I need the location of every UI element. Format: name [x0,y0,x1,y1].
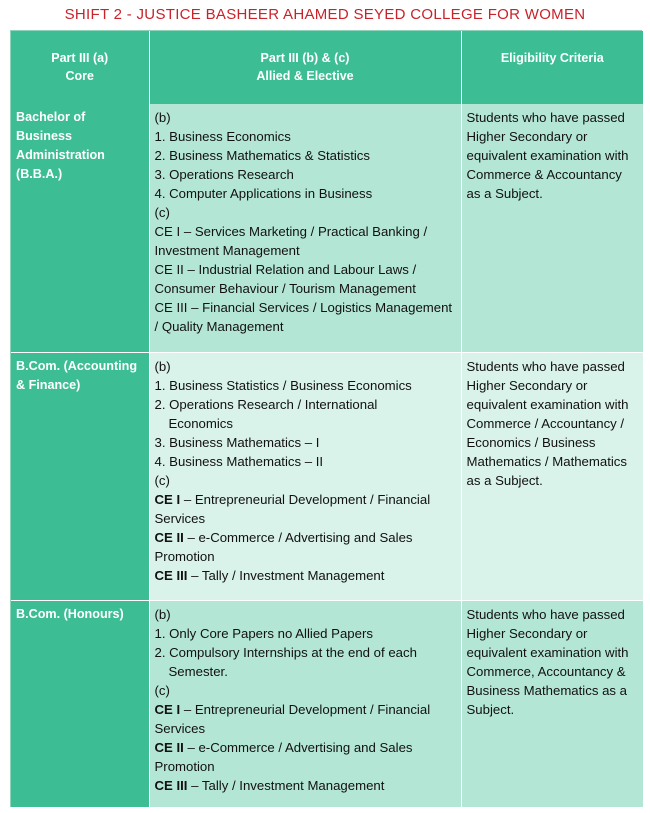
elective-item: CE I – Entrepreneurial Development / Financial Services [154,701,431,736]
eligibility-criteria: Students who have passed Higher Secondary or equivalent examination with Commerce, Accountancy & Business Mathematics as a Subject. [461,600,643,807]
core-course-name: Bachelor of Business Administration (B.B.A.) [11,104,149,352]
elective-label: (c) [154,205,170,220]
eligibility-criteria: Students who have passed Higher Secondary or equivalent examination with Commerce & Accountancy as a Subject. [461,104,643,352]
allied-label: (b) [154,110,171,125]
elective-item: CE I – Services Marketing / Practical Banking / Investment Management [154,224,428,258]
elective-item: CE III – Tally / Investment Management [154,567,385,583]
allied-item: 2. Operations Research / International [154,396,378,412]
allied-item: 1. Business Economics [154,129,291,144]
elective-label: (c) [154,682,170,698]
allied-item: 1. Only Core Papers no Allied Papers [154,625,373,641]
elective-item: CE III – Tally / Investment Management [154,777,385,793]
elective-label: (c) [154,472,170,488]
table-header-row [11,31,643,104]
allied-item: Semester. [168,663,228,679]
page-title: SHIFT 2 - JUSTICE BASHEER AHAMED SEYED COLLEGE FOR WOMEN [64,6,586,23]
course-table-frame [10,30,642,807]
allied-label: (b) [154,358,171,374]
allied-item: 2. Compulsory Internships at the end of each [154,644,417,660]
allied-item: 3. Operations Research [154,167,294,182]
table-row [11,352,643,600]
core-course-name: B.Com. (Honours) [11,600,149,807]
elective-item: CE II – e-Commerce / Advertising and Sales Promotion [154,529,413,564]
elective-item: CE III – Financial Services / Logistics Management / Quality Management [154,300,453,334]
allied-item: Economics [168,415,233,431]
allied-item: 2. Business Mathematics & Statistics [154,148,370,163]
core-course-name: B.Com. (Accounting & Finance) [11,352,149,600]
allied-elective-cell [149,352,461,600]
elective-item: CE II – Industrial Relation and Labour Laws / Consumer Behaviour / Tourism Management [154,262,417,296]
allied-item: 4. Computer Applications in Business [154,186,373,201]
elective-item: CE I – Entrepreneurial Development / Financial Services [154,491,431,526]
allied-elective-cell [149,600,461,807]
elective-item: CE II – e-Commerce / Advertising and Sales Promotion [154,739,413,774]
allied-label: (b) [154,606,171,622]
table-row [11,104,643,352]
allied-item: 4. Business Mathematics – II [154,453,324,469]
allied-item: 1. Business Statistics / Business Economics [154,377,412,393]
table-row [11,600,643,807]
allied-item: 3. Business Mathematics – I [154,434,320,450]
allied-elective-cell [149,104,461,352]
header-allied-elective: Part III (b) & (c) Allied & Elective [149,31,461,104]
header-eligibility: Eligibility Criteria [461,31,643,104]
eligibility-criteria: Students who have passed Higher Secondary or equivalent examination with Commerce / Accountancy / Economics / Business Mathematics / Mathematics as a Subject. [461,352,643,600]
header-core: Part III (a) Core [11,31,149,104]
course-table [11,31,644,808]
